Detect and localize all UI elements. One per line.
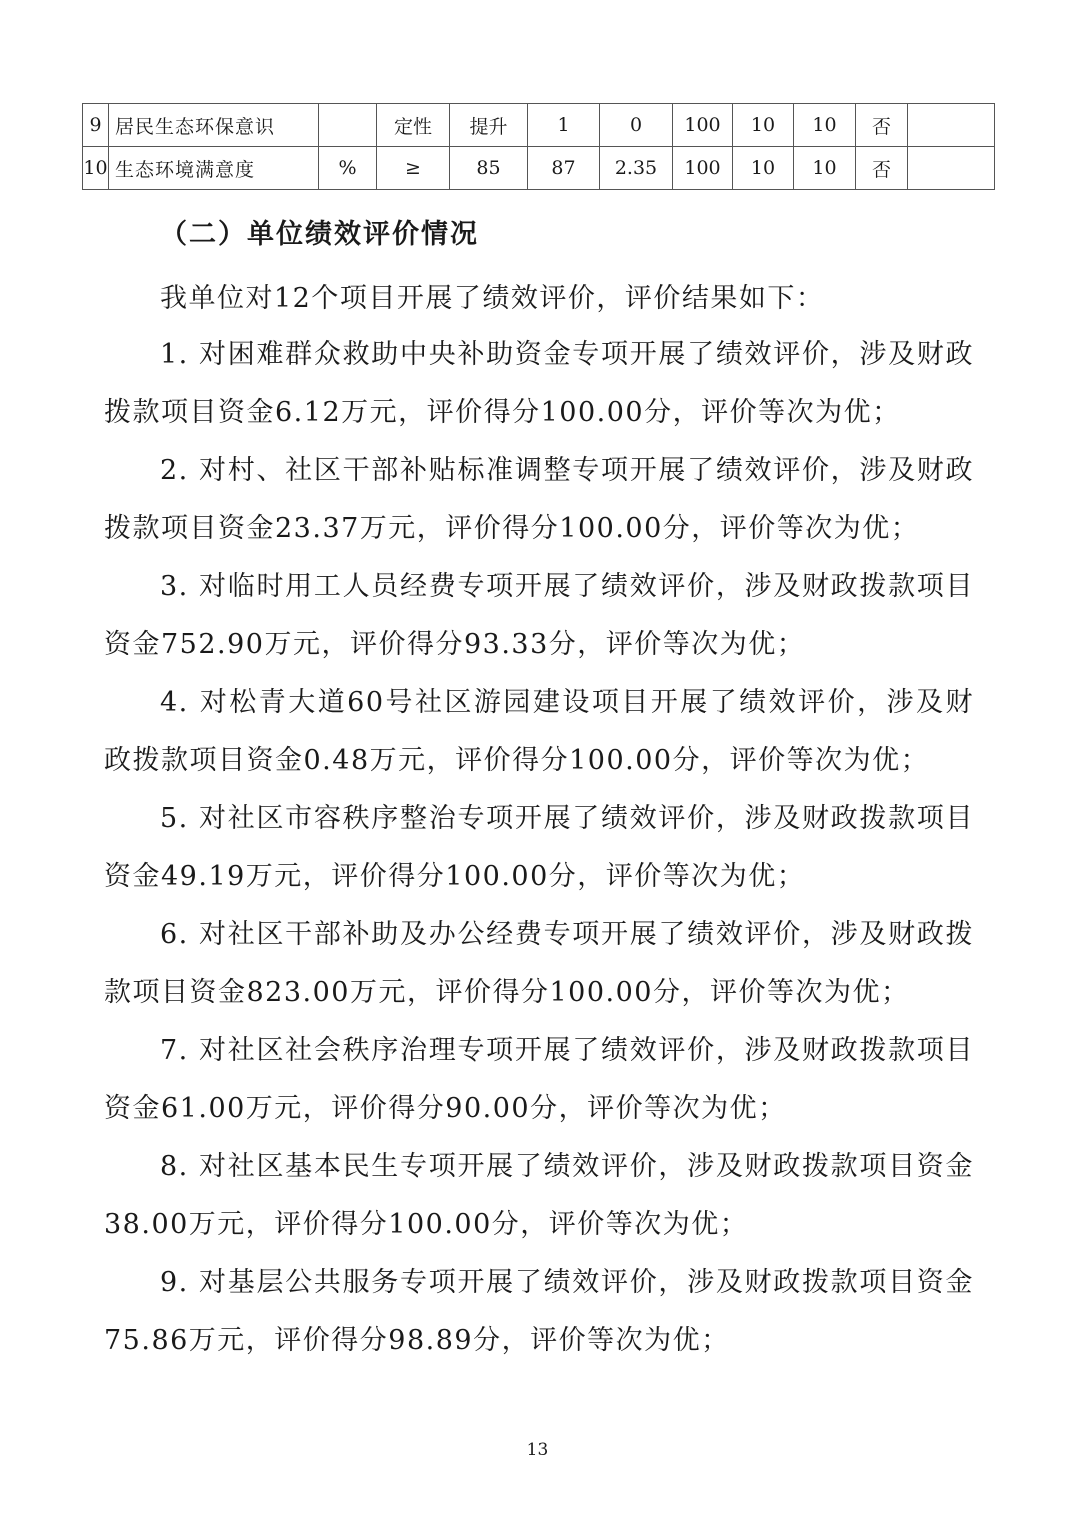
- page-number: 13: [526, 1440, 549, 1460]
- note-cell: [908, 104, 995, 147]
- actual-cell: 2.35: [600, 147, 673, 190]
- list-item: 5. 对社区市容秩序整治专项开展了绩效评价，涉及财政拨款项目资金49.19万元，评价得分100.00分，评价等次为优；: [104, 803, 974, 892]
- indicator-name: 居民生态环保意识: [109, 104, 319, 147]
- list-item: 6. 对社区干部补助及办公经费专项开展了绩效评价，涉及财政拨款项目资金823.00万元，评价得分100.00分，评价等次为优；: [104, 919, 974, 1008]
- type-cell: ≥: [377, 147, 450, 190]
- score-cell: 10: [794, 147, 856, 190]
- indicator-name: 生态环境满意度: [109, 147, 319, 190]
- table-row: [83, 104, 995, 147]
- table-row: [83, 147, 995, 190]
- row-number: 9: [83, 104, 109, 147]
- performance-indicator-table: [82, 103, 995, 190]
- list-item: 2. 对村、社区干部补贴标准调整专项开展了绩效评价，涉及财政拨款项目资金23.37万元，评价得分100.00分，评价等次为优；: [104, 455, 974, 544]
- actual-cell: 0: [600, 104, 673, 147]
- list-item: 9. 对基层公共服务专项开展了绩效评价，涉及财政拨款项目资金75.86万元，评价得分98.89分，评价等次为优；: [104, 1267, 974, 1356]
- section-heading: （二）单位绩效评价情况: [160, 219, 479, 250]
- note-cell: [908, 147, 995, 190]
- weight-cell: 10: [733, 104, 794, 147]
- rate-cell: 100: [673, 104, 733, 147]
- rate-cell: 100: [673, 147, 733, 190]
- score-cell: 10: [794, 104, 856, 147]
- unit-cell: [319, 104, 377, 147]
- list-item: 7. 对社区社会秩序治理专项开展了绩效评价，涉及财政拨款项目资金61.00万元，评价得分90.00分，评价等次为优；: [104, 1035, 974, 1124]
- section-intro: 我单位对12个项目开展了绩效评价，评价结果如下：: [160, 283, 825, 314]
- weight-cell: 10: [733, 147, 794, 190]
- direction-cell: 提升: [450, 104, 528, 147]
- list-item: 4. 对松青大道60号社区游园建设项目开展了绩效评价，涉及财政拨款项目资金0.48万元，评价得分100.00分，评价等次为优；: [104, 687, 974, 776]
- list-item: 8. 对社区基本民生专项开展了绩效评价，涉及财政拨款项目资金38.00万元，评价得分100.00分，评价等次为优；: [104, 1151, 974, 1240]
- evaluation-list: [104, 326, 974, 1370]
- deducted-cell: 否: [856, 147, 908, 190]
- target-cell: 87: [528, 147, 600, 190]
- list-item: 1. 对困难群众救助中央补助资金专项开展了绩效评价，涉及财政拨款项目资金6.12万元，评价得分100.00分，评价等次为优；: [104, 339, 974, 428]
- direction-cell: 85: [450, 147, 528, 190]
- target-cell: 1: [528, 104, 600, 147]
- row-number: 10: [83, 147, 109, 190]
- list-item: 3. 对临时用工人员经费专项开展了绩效评价，涉及财政拨款项目资金752.90万元，评价得分93.33分，评价等次为优；: [104, 571, 974, 660]
- deducted-cell: 否: [856, 104, 908, 147]
- unit-cell: %: [319, 147, 377, 190]
- type-cell: 定性: [377, 104, 450, 147]
